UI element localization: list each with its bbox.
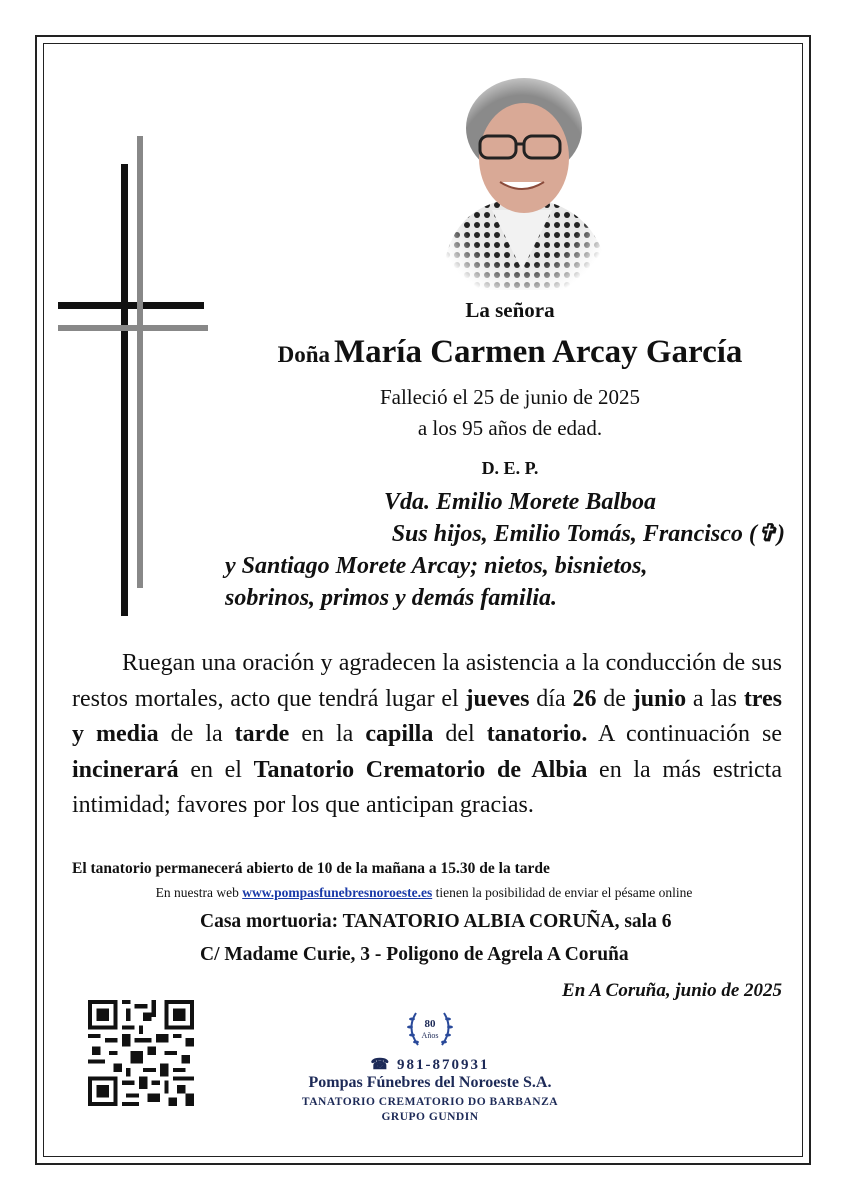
family-line: Sus hijos, Emilio Tomás, Francisco (✞) (391, 521, 785, 547)
title-prefix: Doña (277, 342, 330, 367)
funeral-home: Casa mortuoria: TANATORIO ALBIA CORUÑA, sala 6 (200, 911, 672, 932)
emblem-number: 80 (424, 1018, 436, 1030)
death-info (300, 382, 720, 444)
group-name: GRUPO GUNDIN (381, 1111, 479, 1123)
qr-code[interactable] (88, 1000, 194, 1106)
emblem-word: Años (421, 1031, 439, 1040)
company-name: Pompas Fúnebres del Noroeste S.A. (308, 1074, 552, 1091)
phone-line (300, 1055, 560, 1074)
location-block (200, 905, 810, 971)
city-date: En A Coruña, junio de 2025 (562, 980, 782, 1001)
crematorio-name: TANATORIO CREMATORIO DO BARBANZA (301, 1096, 559, 1108)
laurel-icon (402, 1005, 458, 1053)
family-line: sobrinos, primos y demás familia. (225, 585, 558, 611)
phone-number[interactable]: 981-870931 (396, 1057, 490, 1073)
portrait-photo (432, 70, 612, 290)
dep-label: D. E. P. (481, 458, 539, 478)
anniversary-emblem (402, 1005, 458, 1053)
family-line: Vda. Emilio Morete Balboa (383, 489, 656, 515)
opening-hours: El tanatorio permanecerá abierto de 10 de la mañana a 15.30 de la tarde (72, 860, 550, 877)
full-name: María Carmen Arcay García (333, 334, 743, 370)
deceased-name (200, 334, 820, 371)
family-list (225, 486, 785, 614)
intro-label: La señora (465, 298, 555, 322)
telephone-icon: ☎ (370, 1057, 392, 1073)
web-notice: En nuestra web www.pompasfunebresnoroeste.es tienen la posibilidad de enviar el pésame online (155, 885, 693, 900)
family-line: y Santiago Morete Arcay; nietos, bisnietos, (225, 553, 648, 579)
ceremony-text: Ruegan una oración y agradecen la asistencia a la conducción de sus restos mortales, acto que tendrá lugar el jueves día 26 de junio a las tres y media de la tarde en la capilla del tanatorio. A continuación se incinerará en el Tanatorio Crematorio de Albia en la más estricta intimidad; favores por los que anticipan gracias. (72, 650, 783, 818)
death-date: Falleció el 25 de junio de 2025 (379, 385, 641, 409)
website-link[interactable]: www.pompasfunebresnoroeste.es (242, 885, 433, 900)
address: C/ Madame Curie, 3 - Poligono de Agrela A Coruña (200, 944, 629, 965)
age-line: a los 95 años de edad. (417, 416, 603, 440)
cross-icon (55, 130, 215, 630)
